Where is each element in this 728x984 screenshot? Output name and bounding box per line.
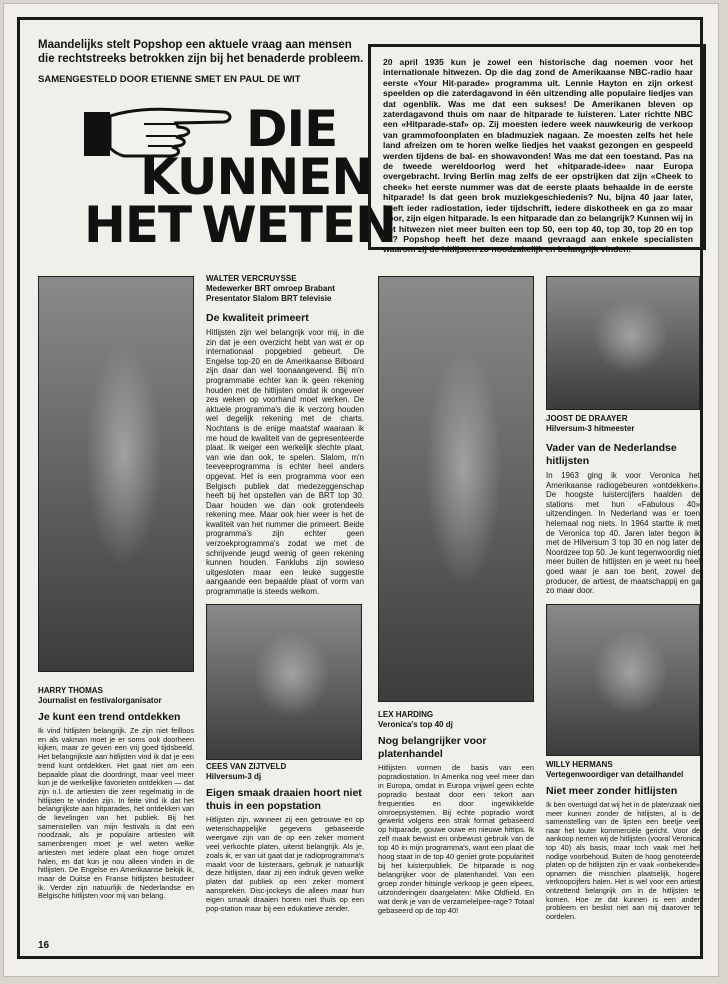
walter-role-2: Presentator Slalom BRT televisie xyxy=(206,294,332,303)
cees-heading: Eigen smaak draaien hoort niet thuis in een popstation xyxy=(206,787,362,812)
harry-section xyxy=(38,686,194,901)
lex-section xyxy=(378,710,534,915)
title-line-2: KUNNEN xyxy=(140,148,373,206)
title-line-3: HET WETEN xyxy=(84,196,396,254)
intro-text: Maandelijks stelt Popshop een aktuele vraag aan mensen die rechtstreeks betrokken zijn bij het benaderde probleem. xyxy=(38,39,364,65)
harry-text: Ik vind hitlijsten belangrijk. Ze zijn niet feilloos en als vakman moet je er soms ook doorheen kijken, maar ze geven een vrij goed tijdsbeeld. Het belangrijkste aan hitlijsten vind ik dat je een trend kunt ontdekken. Het gaat niet om een bepaalde plaat die doordringt, maar veel meer kun je de werkelijke favorieten ontdekken — dat zijn n.l. de artiesten die zeer regelmatig in de hitlijsten te vinden zijn. In feite vind ik dat het belangrijkste aan hitparades, het ontdekken van de lievelingen van het publiek. Bij het samenstellen van mijn festivals is dat een noodzaak, als je populaire artiesten wilt samenbrengen moet je wel weten welke artiesten met iedere plaat een hoge omzet halen, en dat kun je nou alleen vinden in de hitlijsten. De Engelse en Amerikaanse bekijk ik, maar de Duitse en Franse hitlijsten bestudeer ik. Verder zijn natuurlijk de Nederlandse en Belgische hitlijsten voor mij van belang. xyxy=(38,726,194,901)
cees-section xyxy=(206,762,364,914)
lex-text: Hitlijsten vormen de basis van een popradiostation. In Amerika nog veel meer dan in Europa, omdat in Europa vrijwel geen echte popradio bestaat door een tekort aan frequenties en door ingewikkelde omroepsystemen. Bij echte popradio wordt gewerkt volgens een strak format gebaseerd op hitparade, gouwe ouwe en nieuwe hittips. Ik zelf maak bewust en onbewust gebruik van de top 40 in mijn programma's, want een plaat die hoog staat in de top 40 geniet grote populariteit bij het luisterpubliek. De hitparade is nog belangrijker voor de platenhandel. Van een groep zonder hitsingle verkoop je geen elpees, uitzonderingen daargelaten: Mike Oldfield. En wat denk je van de verzamelelpee-rage? Totaal gebaseerd op de top 40! xyxy=(378,763,534,915)
cees-role: Hilversum-3 dj xyxy=(206,772,262,781)
credit-line: SAMENGESTELD DOOR ETIENNE SMET EN PAUL DE WIT xyxy=(38,74,301,85)
photo-harry-thomas xyxy=(38,276,194,672)
page-number: 16 xyxy=(38,940,50,951)
photo-lex-harding xyxy=(378,276,534,702)
joost-name: JOOST DE DRAAYER xyxy=(546,414,628,423)
walter-heading: De kwaliteit primeert xyxy=(206,312,309,324)
willy-name: WILLY HERMANS xyxy=(546,760,613,769)
joost-heading: Vader van de Nederlandse hitlijsten xyxy=(546,442,677,467)
lex-name: LEX HARDING xyxy=(378,710,434,719)
lex-heading: Nog belangrijker voor platenhandel xyxy=(378,735,487,760)
photo-joost-de-draayer xyxy=(546,276,700,410)
cees-name: CEES VAN ZIJTVELD xyxy=(206,762,287,771)
photo-willy-hermans xyxy=(546,604,700,756)
walter-name: WALTER VERCRUYSSE xyxy=(206,274,297,283)
joost-text: In 1963 ging ik voor Veronica het Amerikaanse radiogebeuren «ontdekken». De hoogste luistercijfers haalden de stations met hun «Fabulous 40» uitzendingen. In Nederland was er toen helemaal nog niets. In 1964 startte ik met de Veronica top 40. Jaren later begon ik met de Hilversum 3 top 30 en nog later de Noordzee top 50. Je kunt tegenwoordig niet meer buiten de hitlijsten en je weet nu heel goed waar je aan toe bent, zowel de producer, de artiest, de maatschappij en ga zo maar door. xyxy=(546,471,700,596)
willy-section xyxy=(546,760,700,921)
willy-text: Ik ben overtuigd dat wij het in de platenzaak niet meer kunnen zonder de hitlijsten, al is de samenstelling van de lijsten een beetje veel naar het louter kommerciële gericht. Voor de aankoop nemen wij de hitlijsten (vooral Veronica top 40) als basis, maar toch vaak met het nodige voorbehoud. Buiten de hoog genoteerde platen op de hitlijsten zijn er vaak «onbekende» opnamen die misschien plaatselijk, hogere verkoopcijfers halen. Het is wel voor een artiest ontzettend belangrijk om in de hitlijsten te komen. Hoe ze dat kunnen is een ander probleem en beslist niet aan mij daarover te oordelen. xyxy=(546,800,700,921)
walter-text: Hitlijsten zijn wel belangrijk voor mij, in die zin dat je een overzicht hebt van wat er op internationaal popgebied gebeurt. De Engelse top-20 en de Amerikaanse Bilboard zijn daar dan wel toonaangevend. Bij m'n programmatie echter kan ik geen rekening houden met de hitlijsten omdat ik ongeveer zes weken op voorhand moet werken. De aktuele programma's die ik verzorg houden wel degelijk rekening met de charts. Nochtans is de enige maatstaf waaraan ik me houd de kwaliteit van de gepresenteerde plaat. Ik weiger een werkelijk slechte plaat, van wie dan ook, te spelen. Slalom, m'n teeveeprogramma is echter heel anders opgevat. Het is een programma voor een Belgisch publiek dat medezeggenschap heeft bij het opstellen van de BRT top 30. Daar houden we dan ook grotendeels rekening mee. Maar ook hier weer is het de kwaliteit van het nummer die primeert. Beide programma's zijn echter geen verzoekprogramma's zodat we met de schrijvende jeugd weinig of geen rekening kunnen houden. Fanklubs zijn sowieso uitgesloten maar een leuke suggestie aangaande een bepaalde plaat of vorm van programmatie is steeds welkom. xyxy=(206,328,364,597)
willy-heading: Niet meer zonder hitlijsten xyxy=(546,785,678,797)
joost-section xyxy=(546,414,700,596)
harry-name: HARRY THOMAS xyxy=(38,686,103,695)
harry-heading: Je kunt een trend ontdekken xyxy=(38,711,181,723)
harry-role: Journalist en festivalorganisator xyxy=(38,696,162,705)
walter-role-1: Medewerker BRT omroep Brabant xyxy=(206,284,335,293)
title-line-1: DIE xyxy=(246,100,338,158)
willy-role: Vertegenwoordiger van detailhandel xyxy=(546,770,684,779)
cees-text: Hitlijsten zijn, wanneer zij een getrouwe en op wetenschappelijke gegevens gebaseerde weergave zijn van de op een zeker moment veel verkochte platen, uiterst belangrijk. Als je, zoals ik, er van uit gaat dat je radioprogramma's maakt voor de luisteraars, gebruik je natuurlijk deze hitlijsten, daar zij een indruk geven welke platen dat publiek op een zeker moment aanspreken. Disc-jockeys die alleen maar hun eigen smaak draaien horen niet thuis op een pop-station maar bij een edukatieve zender. xyxy=(206,815,364,914)
intro-box xyxy=(368,44,706,255)
lex-role: Veronica's top 40 dj xyxy=(378,720,453,729)
intro-box-text: 20 april 1935 kun je zowel een historische dag noemen voor het internationale hitwezen. Op die dag zond de Amerikaanse NBC-radio haar eerste «Your Hit-parade» programma uit. Lennie Hayton en zijn orkest speelden op die zaterdagavond in één uitzending alle populaire liedjes van dat ogenblik. Was me dat een sukses! De Amerikanen bleven op zaterdagavond thuis om naar de hitparade te luisteren. Later richtte NBC een «Hitparade-staf» op. Zij moesten iedere week nauwkeurig de verkoop van grammofoonplaten en bladmuziek nagaan. Ze moesten zelfs het hele land afreizen om te horen welke liedjes het vaakst gezongen en gespeeld werden tijdens de bal- en showavonden! Was me dat een toestand. Pas na de tweede wereldoorlog werd het «hitparade-idee» naar Europa overgebracht. Irving Berlin mag zelfs de eer opstrijken dat zijn «Cheek to cheek» het eerste nummer was dat de eerste plaats behaalde in de eerste hitparade! Is dat geen brok muziekgeschiedenis? Nu, bijna 40 jaar later, heeft ieder radiostation, ieder tijdschrift, iedere diskotheek en ga zo maar door, zijn eigen hitparade. Is een hitparade dan zo belangrijk? Kunnen wij in het hitwezen niet meer buiten een top 50, een top 40, top 30, top 20 en top 10? Popshop heeft het deze maand gevraagd aan enkele specialisten waarom zij de hitlijsten zo noodzakelijk en belangrijk vinden. xyxy=(383,57,693,255)
walter-section xyxy=(206,274,364,597)
photo-cees-van-zijtveld xyxy=(206,604,362,760)
joost-role: Hilversum-3 hitmeester xyxy=(546,424,635,433)
